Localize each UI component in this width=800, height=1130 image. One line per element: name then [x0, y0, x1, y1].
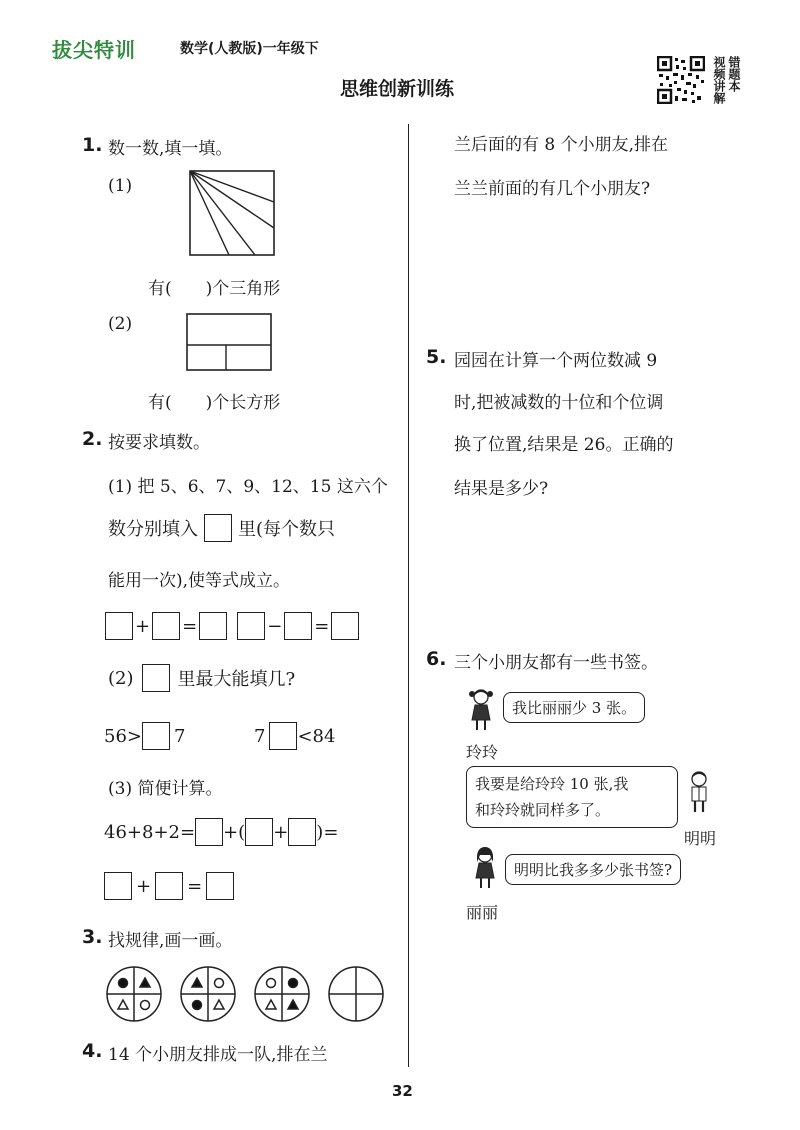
equals-sign: = [323, 821, 339, 843]
q1-part1-answer[interactable]: 有( )个三角形 [148, 279, 281, 299]
q2-part3-label: (3) 简便计算。 [108, 779, 223, 799]
q6-number: 6. [426, 648, 447, 670]
answer-box[interactable] [142, 664, 170, 692]
brand-logo: 拔尖特训 [52, 38, 136, 62]
plus-sign: + [136, 875, 152, 897]
q4-text-right-1: 兰后面的有 8 个小朋友,排在 [454, 135, 669, 155]
equals-sign: = [182, 615, 198, 637]
q3-number: 3. [82, 926, 103, 948]
inequality-2-left: 7 [254, 725, 266, 747]
inequality-1-left: 56> [104, 725, 142, 747]
q2-part1-line2-text-b: 里(每个数只 [238, 519, 336, 540]
bubble-line-2: 和玲玲就同样多了。 [475, 801, 611, 819]
qr-label-video: 视频讲解 [712, 56, 726, 104]
book-subtitle: 数学(人教版)一年级下 [180, 41, 319, 57]
answer-box[interactable] [142, 722, 170, 750]
right-paren: ) [316, 821, 324, 843]
q5-number: 5. [426, 346, 447, 368]
pattern-circle-1 [107, 967, 161, 1021]
pattern-circle-2 [181, 967, 235, 1021]
name-mingming: 明明 [684, 829, 717, 848]
answer-box[interactable] [199, 612, 227, 640]
calc-start: 46+8+2= [104, 821, 196, 843]
q1-number: 1. [82, 134, 103, 156]
rectangle-figure [186, 313, 272, 371]
girl-lingling-icon [466, 688, 496, 732]
speech-bubble-mingming [466, 766, 678, 828]
q2-text: 按要求填数。 [108, 433, 210, 453]
answer-box[interactable] [155, 872, 183, 900]
plus-sign: + [273, 821, 289, 843]
q5-line-1: 园园在计算一个两位数减 9 [454, 351, 658, 371]
q2-part1-line1: (1) 把 5、6、7、9、12、15 这六个 [108, 477, 388, 497]
answer-box[interactable] [245, 818, 273, 846]
calc-row-1 [104, 818, 338, 846]
plus-sign: + [223, 821, 239, 843]
answer-box[interactable] [195, 818, 223, 846]
pattern-circle-3 [255, 967, 309, 1021]
q5-line-2: 时,把被减数的十位和个位调 [454, 393, 664, 413]
answer-box[interactable] [269, 722, 297, 750]
q2-number: 2. [82, 428, 103, 450]
qr-code-icon[interactable] [657, 56, 705, 104]
inequality-1 [104, 722, 185, 750]
q2-part1-line3: 能用一次),使等式成立。 [108, 571, 291, 591]
calc-row-2 [104, 872, 234, 900]
q4-number: 4. [82, 1040, 103, 1062]
q5-line-4: 结果是多少? [454, 479, 549, 499]
equation-row [105, 612, 359, 640]
q2-part2-label: (2) [108, 667, 134, 689]
answer-box[interactable] [331, 612, 359, 640]
q1-text: 数一数,填一填。 [108, 139, 233, 159]
q6-text: 三个小朋友都有一些书签。 [454, 653, 658, 673]
q2-part2-text: 里最大能填几? [177, 669, 296, 690]
girl-lili-icon [470, 846, 500, 890]
inequality-2 [254, 722, 335, 750]
speech-bubble-lili: 明明比我多多少张书签? [505, 854, 681, 885]
q1-part2-answer[interactable]: 有( )个长方形 [148, 393, 281, 413]
answer-box[interactable] [206, 872, 234, 900]
answer-box[interactable] [204, 514, 232, 542]
inequality-2-right: <84 [297, 725, 336, 747]
q4-text-left: 14 个小朋友排成一队,排在兰 [108, 1045, 328, 1065]
q4-text-right-2: 兰兰前面的有几个小朋友? [454, 179, 651, 199]
column-divider [408, 124, 409, 1067]
pattern-circle-blank [329, 967, 383, 1021]
q1-part1-label: (1) [108, 176, 133, 196]
name-lingling: 玲玲 [466, 743, 499, 762]
q1-part2-label: (2) [108, 314, 133, 334]
q2-part2 [108, 664, 295, 692]
pattern-circles [104, 964, 404, 1024]
minus-sign: − [267, 615, 283, 637]
name-lili: 丽丽 [466, 903, 499, 922]
q2-part1-line2 [108, 514, 335, 542]
answer-box[interactable] [104, 872, 132, 900]
plus-sign: + [135, 615, 151, 637]
q3-text: 找规律,画一画。 [108, 931, 233, 951]
equals-sign: = [314, 615, 330, 637]
answer-box[interactable] [152, 612, 180, 640]
bubble-line-1: 我要是给玲玲 10 张,我 [475, 775, 629, 793]
speech-bubble-lingling: 我比丽丽少 3 张。 [503, 692, 645, 723]
answer-box[interactable] [288, 818, 316, 846]
q5-line-3: 换了位置,结果是 26。正确的 [454, 435, 674, 455]
triangle-figure [189, 170, 275, 256]
qr-label-error-book: 错题本 [727, 56, 741, 92]
page-title: 思维创新训练 [340, 78, 455, 100]
answer-box[interactable] [105, 612, 133, 640]
page-number: 32 [392, 1082, 413, 1100]
q2-part1-line2-text-a: 数分别填入 [108, 519, 198, 540]
boy-mingming-icon [684, 770, 714, 814]
answer-box[interactable] [237, 612, 265, 640]
inequality-1-right: 7 [174, 725, 186, 747]
equals-sign: = [187, 875, 203, 897]
answer-box[interactable] [284, 612, 312, 640]
left-paren: ( [238, 821, 246, 843]
